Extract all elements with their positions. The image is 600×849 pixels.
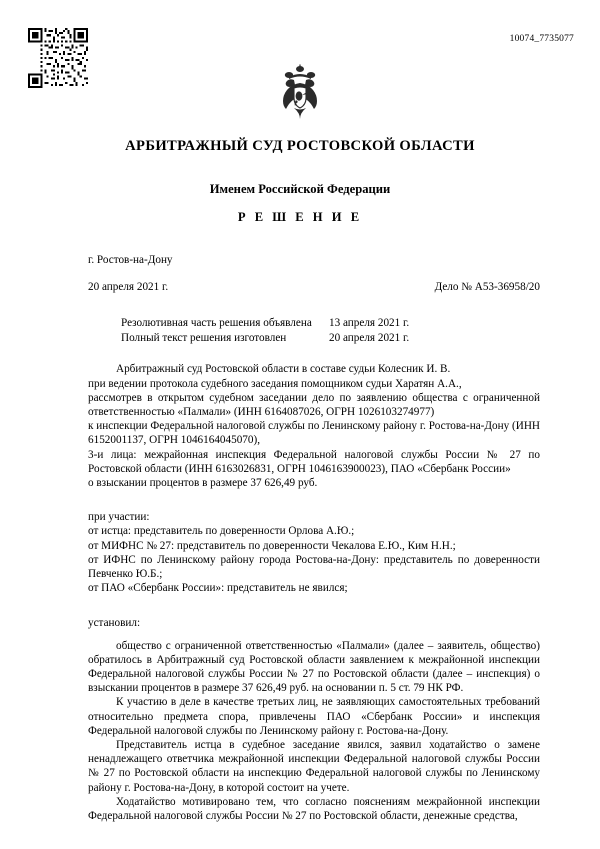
- resolution-announced-label: Резолютивная часть решения объявлена: [121, 317, 312, 330]
- full-text-prepared-value: 20 апреля 2021 г.: [329, 331, 410, 344]
- participants-block: [88, 510, 540, 595]
- intro-line-third-parties: 3-и лица: межрайонная инспекция Федеральной налоговой службы России № 27 по Ростовской области (ИНН 6163026831, ОГРН 1046163900023), ПАО «Сбербанк России»: [88, 448, 540, 475]
- established-paragraph: Представитель истца в судебное заседание явился, заявил ходатайство о замене ненадлежащего ответчика межрайонной инспекции Федеральной налоговой службы России № 27 по Ростовской области на инспекцию Федеральной налоговой службы по Ленинскому району г. Ростова-на-Дону, в которой состоит на учете.: [88, 739, 540, 794]
- decision-date: 20 апреля 2021 г.: [88, 281, 169, 294]
- established-heading: установил:: [88, 617, 141, 630]
- dates-row: [121, 331, 540, 346]
- participant-sberbank: от ПАО «Сбербанк России»: представитель не явился;: [88, 582, 348, 595]
- intro-line-judge: Арбитражный суд Ростовской области в составе судьи Колесник И. В.: [116, 363, 451, 376]
- participant-ifns-leninsky: от ИФНС по Ленинскому району города Ростова-на-Дону: представитель по доверенности Певченко Ю.Б.;: [88, 553, 540, 581]
- decision-heading: Р Е Ш Е Н И Е: [237, 210, 363, 224]
- resolution-announced-value: 13 апреля 2021 г.: [329, 317, 410, 330]
- page-title: АРБИТРАЖНЫЙ СУД РОСТОВСКОЙ ОБЛАСТИ: [125, 138, 475, 154]
- full-text-prepared-label: Полный текст решения изготовлен: [121, 331, 287, 344]
- document-number: 10074_7735077: [509, 34, 574, 44]
- city-line: г. Ростов-на-Дону: [88, 254, 173, 266]
- dateline: [88, 280, 540, 294]
- established-paragraph: общество с ограниченной ответственностью «Палмали» (далее – заявитель, общество) обратилось в Арбитражный суд Ростовской области заявлением к межрайонной инспекции Федеральной налоговой службы России № 27 по Ростовской области (далее – инспекция) о взыскании процентов в размере 37 626,49 руб. на основании п. 5 ст. 79 НК РФ.: [88, 639, 540, 695]
- dates-row: [121, 316, 540, 331]
- participants-heading: при участии:: [88, 511, 150, 524]
- case-number: Дело № А53-36958/20: [434, 281, 540, 294]
- established-paragraph: Ходатайство мотивировано тем, что согласно пояснениям межрайонной инспекции Федеральной налоговой службы России № 27 по Ростовской области, денежные средства,: [88, 795, 540, 823]
- participant-claimant: от истца: представитель по доверенности Орлова А.Ю.;: [88, 525, 355, 538]
- intro-line-protocol: при ведении протокола судебного заседания помощником судьи Харатян А.А.,: [88, 377, 462, 390]
- intro-line-subject: о взыскании процентов в размере 37 626,49 руб.: [88, 477, 318, 490]
- intro-line-claimant: рассмотрев в открытом судебном заседании дело по заявлению общества с ограниченной ответственностью «Палмали» (ИНН 6164087026, ОГРН 1026103274977): [88, 391, 540, 419]
- participant-mifns27: от МИФНС № 27: представитель по доверенности Чекалова Е.Ю., Ким Н.Н.;: [88, 539, 456, 552]
- intro-block: [88, 362, 540, 490]
- established-block: [88, 639, 540, 824]
- in-name-of-federation: Именем Российской Федерации: [209, 182, 391, 196]
- established-paragraph: К участию в деле в качестве третьих лиц, не заявляющих самостоятельных требований относительно предмета спора, привлечены ПАО «Сбербанк России» и инспекция Федеральной налоговой службы по Ленинскому району г. Ростова-на-Дону.: [88, 696, 540, 737]
- dates-block: [121, 316, 540, 345]
- intro-line-respondent: к инспекции Федеральной налоговой службы по Ленинскому району г. Ростова-на-Дону (ИНН 6152001137, ОГРН 1046164045070),: [88, 420, 540, 447]
